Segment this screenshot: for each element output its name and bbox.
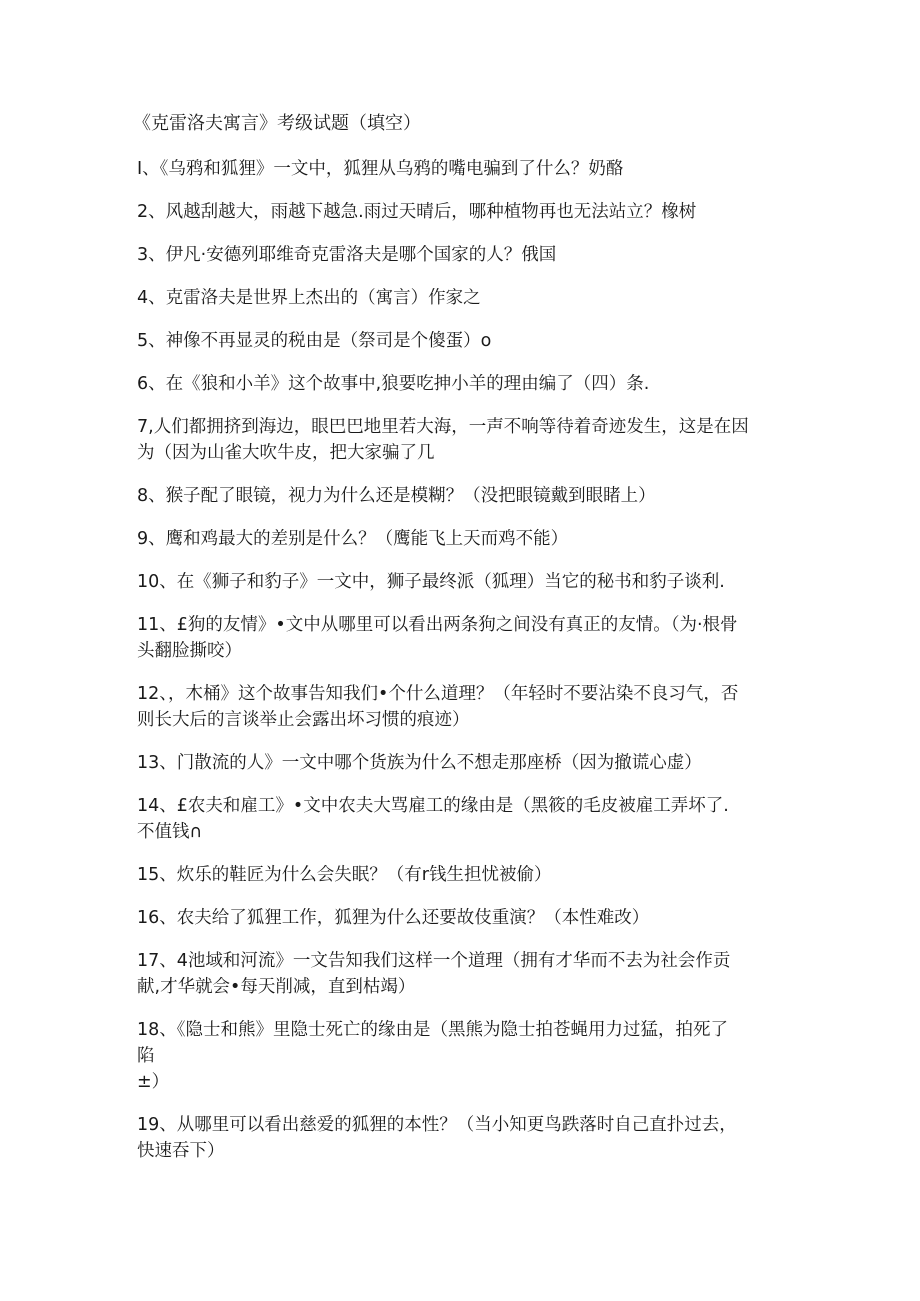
question-item — [137, 328, 787, 354]
question-item — [137, 905, 787, 931]
question-item — [137, 414, 787, 466]
question-text-line: 16、农夫给了狐狸工作，狐狸为什么还要故伎重演？（本性难改） — [137, 908, 650, 928]
question-item — [137, 750, 787, 776]
question-item — [137, 526, 787, 552]
question-text-line: ±） — [137, 1072, 170, 1092]
question-item — [137, 285, 787, 311]
question-text-line: 为（因为山雀大吹牛皮，把大家骗了几 — [137, 443, 435, 463]
question-text-line: 2、风越刮越大，雨越下越急.雨过天晴后，哪种植物再也无法站立？橡树 — [137, 202, 697, 222]
question-text-line: 献,才华就会•每天削减，直到枯竭） — [137, 977, 416, 997]
question-text-line: 快速吞下） — [137, 1141, 225, 1161]
question-item — [137, 948, 787, 1000]
question-text-line: 11、£狗的友情》•文中从哪里可以看出两条狗之间没有真正的友情。（为·根骨 — [137, 615, 738, 635]
question-text-line: 6、在《狼和小羊》这个故事中,狼要吃抻小羊的理由编了（四）条. — [137, 374, 650, 394]
question-text-line: 7,人们都拥挤到海边，眼巴巴地里若大海，一声不响等待着奇迹发生，这是在因 — [137, 417, 749, 437]
question-list — [137, 156, 787, 1181]
question-item — [137, 793, 787, 845]
question-text-line: 头翻脸撕咬） — [137, 641, 242, 661]
question-item — [137, 371, 787, 397]
question-item — [137, 156, 787, 182]
question-text-line: 9、鹰和鸡最大的差别是什么？（鹰能飞上天而鸡不能） — [137, 529, 569, 549]
question-text-line: 4、克雷洛夫是世界上杰出的（寓言）作家之 — [137, 288, 481, 308]
question-item — [137, 1112, 787, 1164]
question-item — [137, 612, 787, 664]
question-text-line: 10、在《狮子和豹子》一文中，狮子最终派（狐理）当它的秘书和豹子谈利. — [137, 572, 725, 592]
question-item — [137, 862, 787, 888]
question-item — [137, 242, 787, 268]
question-text-line: 5、神像不再显灵的税由是（祭司是个傻蛋）o — [137, 331, 492, 351]
question-item — [137, 569, 787, 595]
question-text-line: 19、从哪里可以看出慈爱的狐狸的本性？（当小知更鸟跌落时自己直扑过去， — [137, 1115, 737, 1135]
question-text-line: 则长大后的言谈举止会露出坏习惯的痕迹） — [137, 710, 470, 730]
question-text-line: 14、£农夫和雇工》•文中农夫大骂雇工的缘由是（黑筱的毛皮被雇工弄坏了. — [137, 796, 729, 816]
question-text-line: 12、，木桶》这个故事告知我们•个什么道理？（年轻时不要沾染不良习气，否 — [137, 684, 739, 704]
question-text-line: I、《乌鸦和狐狸》一文中，狐狸从乌鸦的嘴电骗到了什么？奶酪 — [137, 159, 624, 179]
question-item — [137, 681, 787, 733]
question-item — [137, 1017, 787, 1095]
question-item — [137, 199, 787, 225]
question-text-line: 15、炊乐的鞋匠为什么会失眠？（有r钱生担忧被偷） — [137, 865, 552, 885]
question-text-line: 17、4池域和河流》一文告知我们这样一个道理（拥有才华而不去为社会作贡 — [137, 951, 731, 971]
document-title: 《克雷洛夫寓言》考级试题（填空） — [133, 113, 421, 134]
question-text-line: 3、伊凡·安德列耶维奇克雷洛夫是哪个国家的人？俄国 — [137, 245, 557, 265]
question-text-line: 13、门散流的人》一文中哪个货族为什么不想走那座桥（因为撤谎心虚） — [137, 753, 702, 773]
question-text-line: 不值钱∩ — [137, 822, 203, 842]
question-item — [137, 483, 787, 509]
question-text-line: 陷 — [137, 1046, 155, 1066]
question-text-line: 8、猴子配了眼镜，视力为什么还是模糊？（没把眼镜戴到眼睹上） — [137, 486, 656, 506]
question-text-line: 18、《隐士和熊》里隐士死亡的缘由是（黑熊为隐士拍苍蝇用力过猛，拍死了 — [137, 1020, 729, 1040]
